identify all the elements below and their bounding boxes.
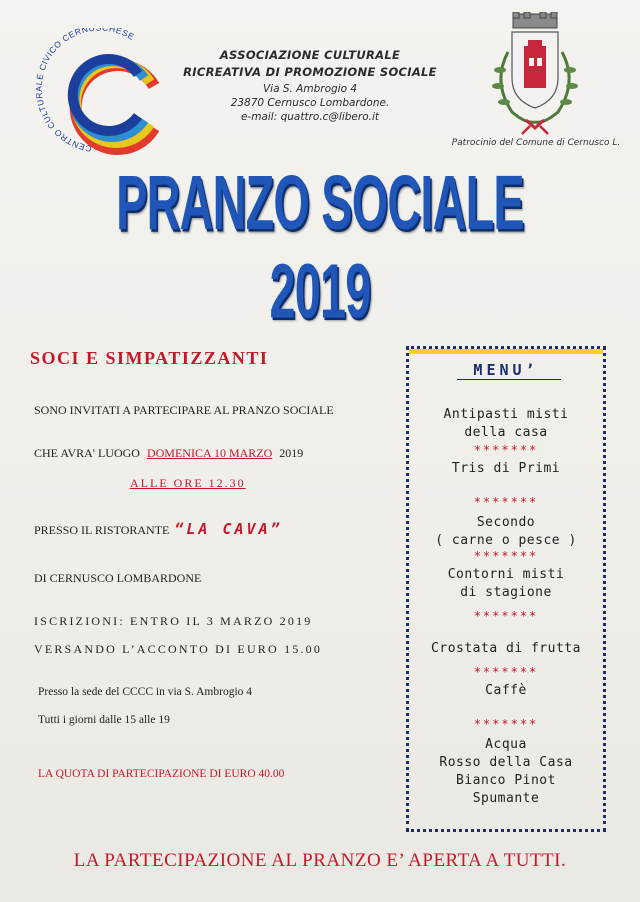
patronage-text: Patrocinio del Comune di Cernusco L. — [451, 138, 621, 148]
logo-ring-text: CENTRO CULTURALE CIVICO CERNU HESE — [33, 28, 137, 154]
event-date: DOMENICA 10 MARZO — [146, 446, 273, 460]
menu-item: Antipasti misti — [443, 407, 569, 422]
menu-item: Rosso della Casa — [439, 755, 573, 770]
menu-item: Tris di Primi — [451, 461, 561, 476]
venue-name: “LA CAVA” — [174, 520, 283, 538]
event-time: ALLE ORE 12.30 — [130, 476, 246, 490]
municipal-coat-of-arms-icon — [482, 12, 588, 136]
menu-separator: ******* — [473, 549, 539, 563]
invite-line: SONO INVITATI A PARTECIPARE AL PRANZO SOCIALE — [34, 403, 334, 417]
association-name: ASSOCIAZIONE CULTURALE — [219, 48, 401, 62]
menu-item: Spumante — [472, 791, 540, 806]
menu-item: ( carne o pesce ) — [435, 533, 577, 548]
menu-separator: ******* — [473, 495, 539, 509]
registration-deadline: ISCRIZIONI: ENTRO IL 3 MARZO 2019 — [34, 614, 313, 628]
venue-town: DI CERNUSCO LOMBARDONE — [34, 571, 202, 585]
menu-separator: ******* — [473, 665, 539, 679]
registration-hours: Tutti i giorni dalle 15 alle 19 — [38, 714, 170, 726]
invite-heading: SOCI E SIMPATIZZANTI — [30, 348, 269, 368]
title-text: PRANZO SOCIALE 2019 — [116, 159, 524, 335]
association-subtitle: RICREATIVA DI PROMOZIONE SOCIALE — [183, 65, 437, 79]
menu-item: Secondo — [476, 515, 536, 530]
venue-prefix: PRESSO IL RISTORANTE — [34, 523, 170, 537]
menu-item: Contorni misti — [447, 567, 565, 582]
menu-box — [406, 346, 606, 832]
cccc-logo — [14, 28, 174, 158]
invite-date-line — [34, 446, 303, 461]
date-prefix: CHE AVRA' LUOGO — [34, 446, 140, 460]
menu-title-underline — [457, 379, 561, 380]
menu-item: Caffè — [485, 683, 527, 698]
menu-item: Acqua — [485, 737, 527, 752]
association-address: Via S. Ambrogio 4 — [262, 83, 358, 95]
menu-item: Bianco Pinot — [456, 773, 556, 788]
association-city: 23870 Cernusco Lombardone. — [230, 97, 390, 109]
registration-location: Presso la sede del CCCC in via S. Ambrogio 4 — [38, 686, 253, 698]
menu-title: MENU’ — [473, 361, 539, 379]
menu-accent-bar — [409, 349, 603, 354]
association-email: e-mail: quattro.c@libero.it — [240, 111, 380, 123]
menu-item: Crostata di frutta — [431, 641, 581, 656]
menu-separator: ******* — [473, 609, 539, 623]
menu-item: della casa — [464, 425, 548, 440]
participation-fee: LA QUOTA DI PARTECIPAZIONE DI EURO 40.00 — [38, 768, 285, 780]
menu-item: di stagione — [460, 585, 552, 600]
footer-notice: LA PARTECIPAZIONE AL PRANZO E’ APERTA A TUTTI. — [73, 850, 567, 871]
event-year: 2019 — [279, 446, 304, 460]
menu-separator: ******* — [473, 443, 539, 457]
deposit-info: VERSANDO L’ACCONTO DI EURO 15.00 — [34, 642, 323, 656]
page-title — [0, 159, 640, 335]
venue-line — [34, 520, 283, 538]
menu-separator: ******* — [473, 717, 539, 731]
association-header — [180, 48, 440, 123]
